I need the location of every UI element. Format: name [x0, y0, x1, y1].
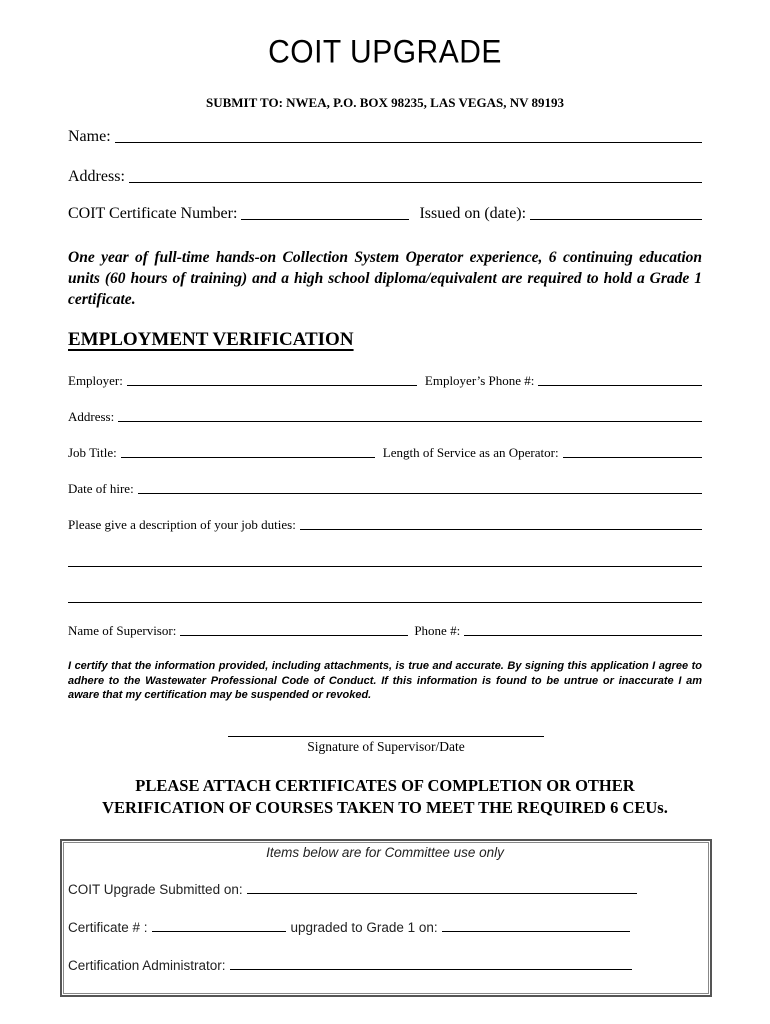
supervisor-label: Name of Supervisor: [68, 623, 177, 638]
job-duties-line-2[interactable] [68, 566, 702, 567]
committee-certificate-label: Certificate # : [68, 920, 148, 935]
employer-label: Employer: [68, 373, 123, 388]
name-label: Name: [68, 128, 111, 145]
administrator-label: Certification Administrator: [68, 958, 226, 973]
certificate-number-label: COIT Certificate Number: [68, 205, 238, 222]
employer-phone-label: Employer’s Phone #: [424, 373, 535, 388]
job-title-label: Job Title: [68, 445, 117, 460]
supervisor-signature-field[interactable] [228, 736, 544, 737]
employer-address-row [68, 409, 702, 425]
submit-address: SUBMIT TO: NWEA, P.O. BOX 98235, LAS VEGAS, NV 89193 [205, 95, 565, 110]
address-field[interactable] [129, 182, 702, 183]
job-title-row [68, 445, 702, 461]
certificate-number-field[interactable] [241, 219, 409, 220]
signature-label: Signature of Supervisor/Date [307, 739, 465, 754]
upgraded-on-field[interactable] [442, 931, 630, 932]
issued-on-label: Issued on (date): [419, 205, 527, 222]
certification-statement: I certify that the information provided, including attachments, is true and accurate. By signing this application I agree to adhere to the Wastewater Professional Code of Conduct. If this information is found to be untrue or inaccurate I am aware that my certification may be suspended or revoked. [68, 660, 702, 701]
committee-box [60, 839, 712, 997]
job-duties-label: Please give a description of your job duties: [68, 517, 296, 532]
certificate-upgrade-row [68, 920, 630, 935]
job-duties-row [68, 517, 702, 533]
attach-notice [0, 775, 770, 819]
supervisor-phone-field[interactable] [464, 635, 702, 636]
upgraded-on-label: upgraded to Grade 1 on: [290, 920, 438, 935]
employer-phone-field[interactable] [538, 385, 702, 386]
length-of-service-label: Length of Service as an Operator: [382, 445, 559, 460]
job-duties-field[interactable] [300, 529, 702, 530]
upgrade-submitted-label: COIT Upgrade Submitted on: [68, 882, 243, 897]
committee-box-title: Items below are for Committee use only [266, 845, 504, 860]
job-title-field[interactable] [121, 457, 375, 458]
administrator-field[interactable] [230, 969, 632, 970]
name-row [68, 128, 702, 146]
issued-on-field[interactable] [530, 219, 702, 220]
name-field[interactable] [115, 142, 702, 143]
upgrade-submitted-field[interactable] [247, 893, 637, 894]
employment-heading: EMPLOYMENT VERIFICATION [68, 329, 354, 350]
form-title: COIT UPGRADE [268, 34, 502, 71]
employer-address-field[interactable] [118, 421, 702, 422]
employer-row [68, 373, 702, 389]
committee-certificate-field[interactable] [152, 931, 286, 932]
requirement-text: One year of full-time hands-on Collection System Operator experience, 6 continuing education units (60 hours of training) and a high school diploma/equivalent are required to hold a Grade 1 certificate. [68, 249, 702, 308]
date-of-hire-row [68, 481, 702, 497]
attach-notice-line-2: VERIFICATION OF COURSES TAKEN TO MEET THE REQUIRED 6 CEUs. [102, 798, 668, 817]
date-of-hire-label: Date of hire: [68, 481, 134, 496]
length-of-service-field[interactable] [563, 457, 702, 458]
job-duties-line-3[interactable] [68, 602, 702, 603]
upgrade-submitted-row [68, 882, 637, 897]
date-of-hire-field[interactable] [138, 493, 702, 494]
certificate-row [68, 205, 702, 223]
attach-notice-line-1: PLEASE ATTACH CERTIFICATES OF COMPLETION OR OTHER [135, 776, 635, 795]
address-label: Address: [68, 168, 125, 185]
employer-address-label: Address: [68, 409, 115, 424]
supervisor-row [68, 623, 702, 639]
address-row [68, 168, 702, 186]
employer-field[interactable] [127, 385, 417, 386]
supervisor-phone-label: Phone #: [414, 623, 461, 638]
administrator-row [68, 958, 632, 973]
supervisor-field[interactable] [180, 635, 408, 636]
